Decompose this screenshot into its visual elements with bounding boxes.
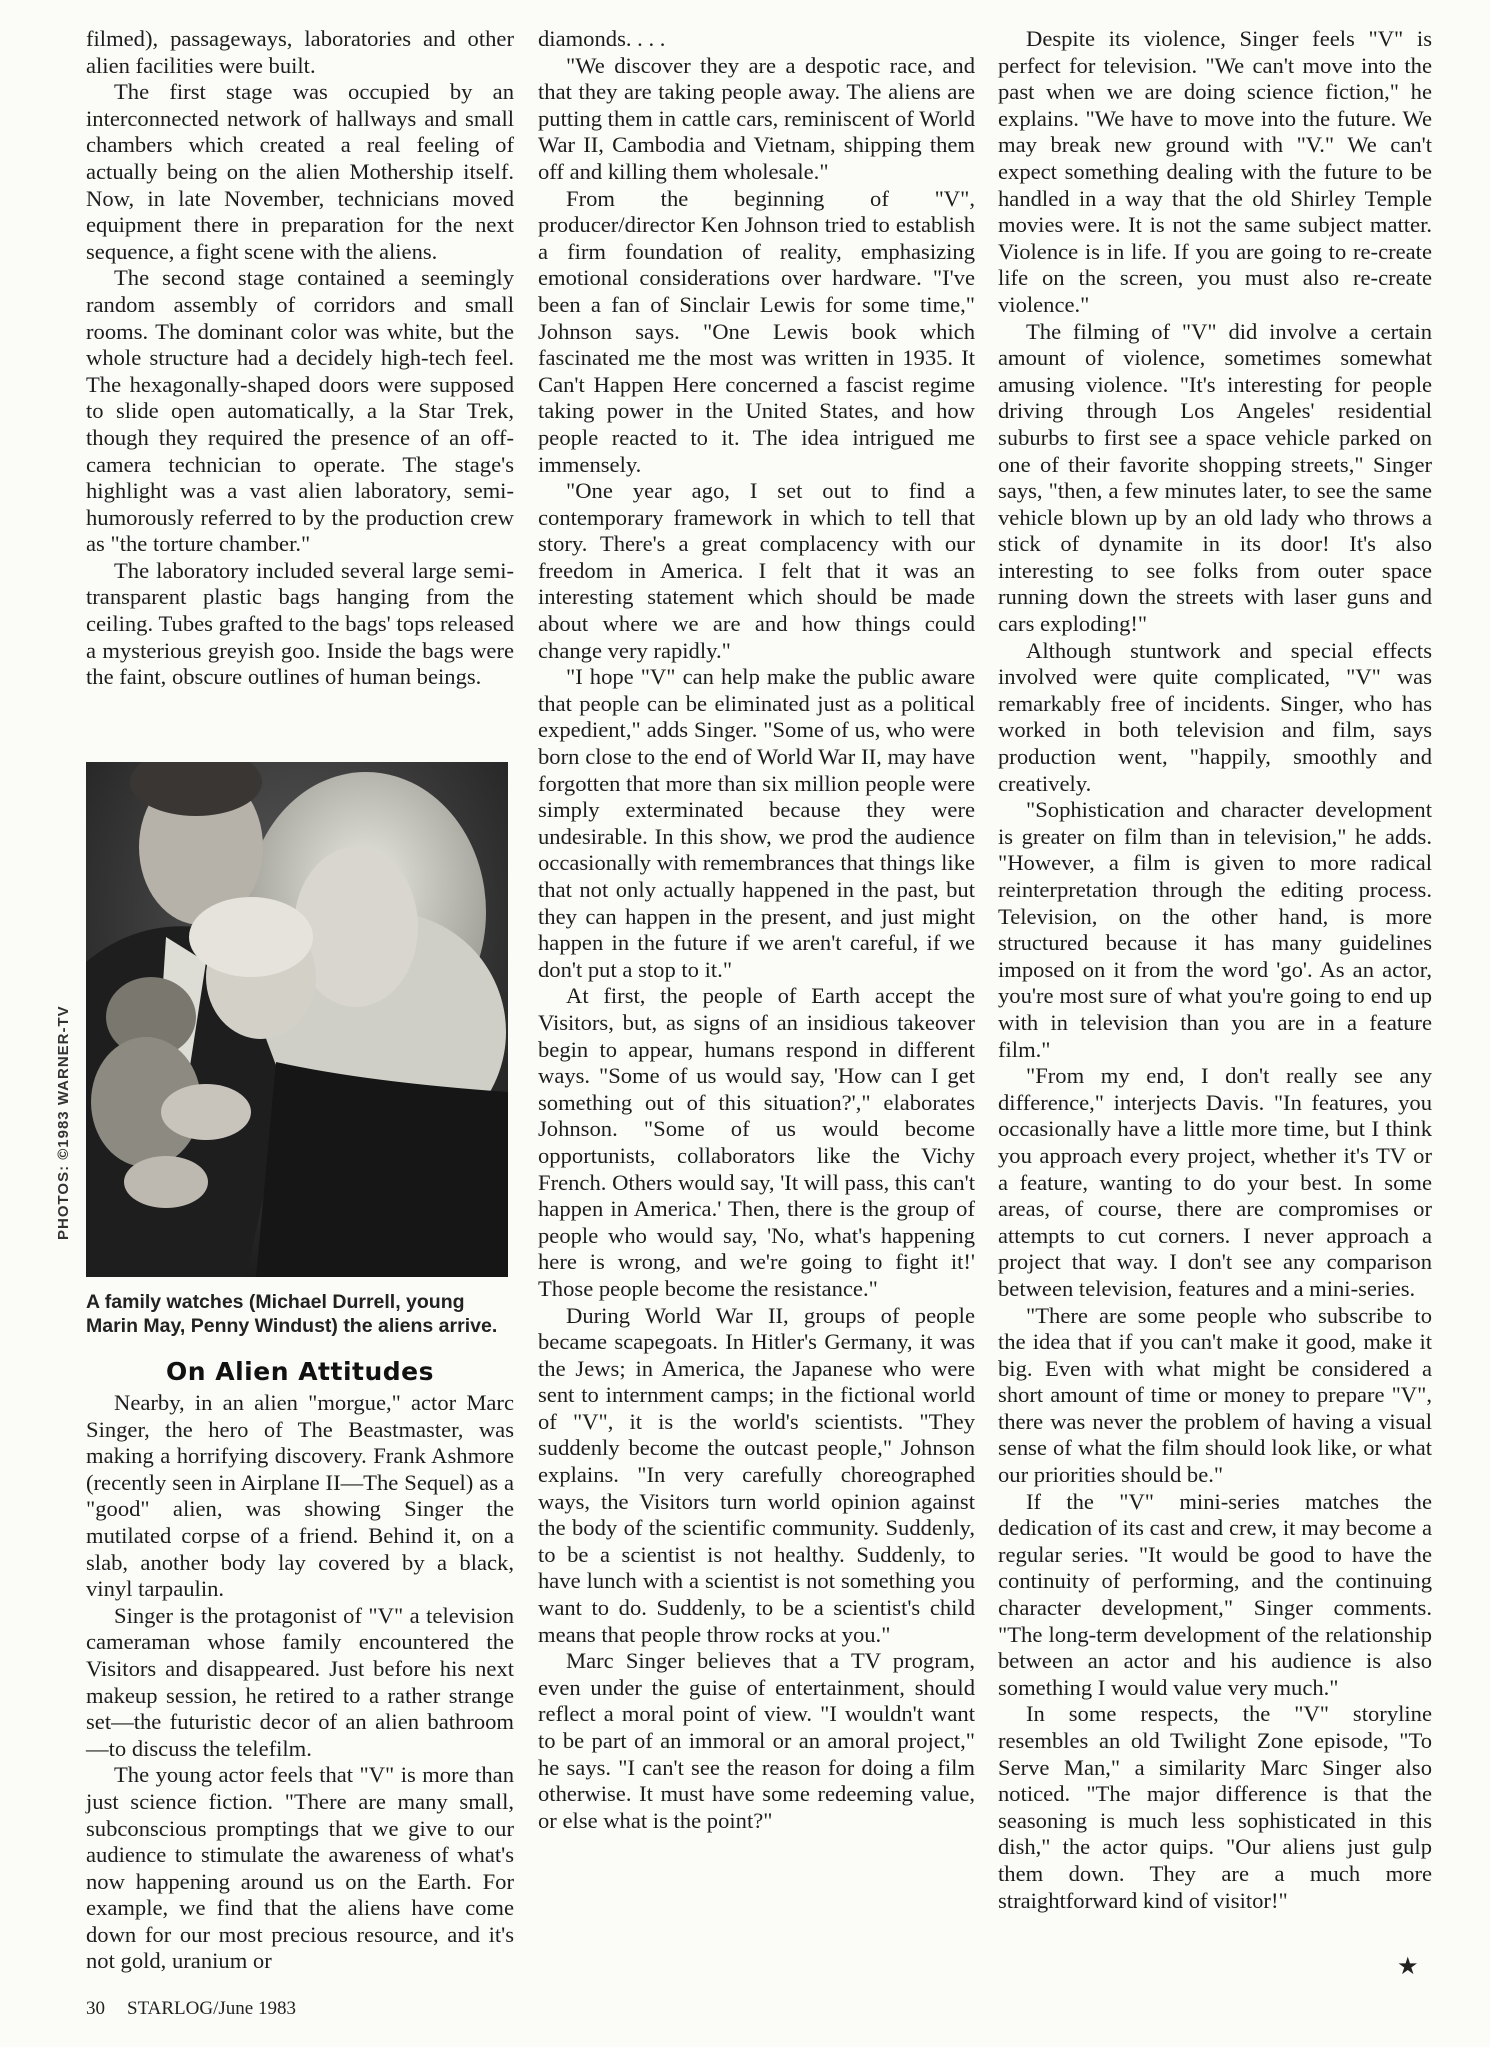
paragraph: The filming of "V" did involve a certain amount of violence, sometimes somewhat amusing violence. "It's interesting for people driving through Los Angeles' residential suburbs to first see a space vehicle parked on one of their favorite shopping streets," Singer says, "then, a few minutes later, to see the same vehicle blown up by an old lady who throws a stick of dynamite in its door! It's also interesting to see folks from outer space running down the streets with laser guns and cars exploding!"	[998, 318, 1432, 637]
paragraph: filmed), passageways, laboratories and other alien facilities were built.	[86, 26, 514, 78]
page-footer	[86, 1998, 296, 2020]
paragraph: The first stage was occupied by an interconnected network of hallways and small chambers which created a real feeling of actually being on the alien Mothership itself. Now, in late November, technicians moved equipment there in preparation for the next sequence, a fight scene with the aliens.	[86, 79, 514, 264]
paragraph: "I hope "V" can help make the public aware that people can be eliminated just as a political expedient," adds Singer. "Some of us, who were born close to the end of World War II, may have forgotten that more than six million people were simply exterminated because they were undesirable. In this show, we prod the audience occasionally with remembrances that things like that not only actually happened in the past, but they can happen in the present, and just might happen in the future if we aren't careful, if we don't put a stop to it."	[538, 664, 975, 982]
family-photo	[86, 762, 508, 1277]
paragraph: Although stuntwork and special effects involved were quite complicated, "V" was remarkably free of incidents. Singer, who has worked in both television and film, says production went, "happily, smoothly and creatively.	[998, 637, 1432, 796]
page-number: 30	[86, 1998, 105, 2019]
section-heading: On Alien Attitudes	[166, 1357, 434, 1386]
paragraph: Singer is the protagonist of "V" a television cameraman whose family encountered the Visitors and disappeared. Just before his next makeup session, he retired to a rather strange set—the futuristic decor of an alien bathroom—to discuss the telefilm.	[86, 1602, 514, 1761]
end-mark-star-icon: ★	[1397, 1954, 1419, 1980]
photo-credit: PHOTOS: ©1983 WARNER-TV	[55, 1005, 72, 1240]
paragraph: "There are some people who subscribe to the idea that if you can't make it good, make it big. Even with what might be considered a short amount of time or money to prepare "V", there was never the problem of having a visual sense of what the film should look like, or what our priorities should be."	[998, 1302, 1432, 1488]
paragraph: "One year ago, I set out to find a contemporary framework in which to tell that story. There's a great complacency with our freedom in America. I felt that it was an interesting statement which should be made about where we are and how things could change very rapidly."	[538, 478, 975, 663]
paragraph: The laboratory included several large semi-transparent plastic bags hanging from the ceiling. Tubes grafted to the bags' tops released a mysterious greyish goo. Inside the bags were the faint, obscure outlines of human beings.	[86, 557, 514, 690]
paragraph: From the beginning of "V", producer/director Ken Johnson tried to establish a firm foundation of reality, emphasizing emotional considerations over hardware. "I've been a fan of Sinclair Lewis for some time," Johnson says. "One Lewis book which fascinated me the most was written in 1935. It Can't Happen Here concerned a fascist regime taking power in the United States, and how people reacted to it. The idea intrigued me immensely.	[538, 185, 975, 477]
article-column-3	[998, 26, 1432, 1914]
family-photo-illustration	[86, 762, 508, 1277]
paragraph: Nearby, in an alien "morgue," actor Marc Singer, the hero of The Beastmaster, was making a horrifying discovery. Frank Ashmore (recently seen in Airplane II—The Sequel) as a "good" alien, was showing Singer the mutilated corpse of a friend. Behind it, on a slab, another body lay covered by a black, vinyl tarpaulin.	[86, 1390, 514, 1602]
paragraph: "We discover they are a despotic race, and that they are taking people away. The aliens are putting them in cattle cars, reminiscent of World War II, Cambodia and Vietnam, shipping them off and killing them wholesale."	[538, 52, 975, 184]
paragraph: The young actor feels that "V" is more than just science fiction. "There are many small, subconscious promptings that we give to our audience to stimulate the awareness of what's now happening around us on the Earth. For example, we find that the aliens have come down for our most precious resource, and it's not gold, uranium or	[86, 1762, 514, 1974]
photo-caption: A family watches (Michael Durrell, young Marin May, Penny Windust) the aliens arrive.	[86, 1291, 498, 1337]
paragraph: "Sophistication and character development is greater on film than in television," he adds. "However, a film is given to more radical reinterpretation through the editing process. Television, on the other hand, is more structured because it has many guidelines imposed on it from the word 'go'. As an actor, you're most sure of what you're going to end up with in television than you are in a feature film."	[998, 797, 1432, 1062]
paragraph: The second stage contained a seemingly random assembly of corridors and small rooms. The dominant color was white, but the whole structure had a decidely high-tech feel. The hexagonally-shaped doors were supposed to slide open automatically, a la Star Trek, though they required the presence of an off-camera technician to operate. The stage's highlight was a vast alien laboratory, semi-humorously referred to by the production crew as "the torture chamber."	[86, 265, 514, 557]
paragraph: In some respects, the "V" storyline resembles an old Twilight Zone episode, "To Serve Man," a similarity Marc Singer also noticed. "The major difference is that the seasoning is much less sophisticated in this dish," the actor quips. "Our aliens just gulp them down. They are a much more straightforward kind of visitor!"	[998, 1701, 1432, 1913]
article-column-2	[538, 26, 975, 1834]
paragraph: "From my end, I don't really see any difference," interjects Davis. "In features, you occasionally have a little more time, but I think you approach every project, whether it's TV or a feature, wanting to do your best. In some areas, of course, there are compromises or attempts to cut corners. I never approach a project that way. I don't see any comparison between television, features and a mini-series.	[998, 1063, 1432, 1301]
paragraph: diamonds. . . .	[538, 26, 666, 51]
paragraph: If the "V" mini-series matches the dedication of its cast and crew, it may become a regular series. "It would be good to have the continuity of performing, and the continuing character development," Singer comments. "The long-term development of the relationship between an actor and his audience is also something I would value very much."	[998, 1488, 1432, 1700]
magazine-issue: STARLOG/June 1983	[127, 1998, 296, 2019]
paragraph: During World War II, groups of people became scapegoats. In Hitler's Germany, it was the Jews; in America, the Japanese who were sent to internment camps; in the fictional world of "V", it is the world's scientists. "They suddenly become the outcast people," Johnson explains. "In very carefully choreographed ways, the Visitors turn world opinion against the body of the scientific community. Suddenly, to be a scientist is not healthy. Suddenly, to have lunch with a scientist is not something you want to do. Suddenly, to be a scientist's child means that people throw rocks at you."	[538, 1302, 975, 1647]
article-column-1-bottom	[86, 1390, 514, 1975]
paragraph: Despite its violence, Singer feels "V" is perfect for television. "We can't move into the past when we are doing science fiction," he explains. "We have to move into the future. We may break new ground with "V." We can't expect something dealing with the future to be handled in a way that the old Shirley Temple movies were. It is not the same subject matter. Violence is in life. If you are going to re-create life on the screen, you must also re-create violence."	[998, 26, 1432, 317]
paragraph: Marc Singer believes that a TV program, even under the guise of entertainment, should reflect a moral point of view. "I wouldn't want to be part of an immoral or an amoral project," he says. "I can't see the reason for doing a film otherwise. It must have some redeeming value, or else what is the point?"	[538, 1648, 975, 1833]
paragraph: At first, the people of Earth accept the Visitors, but, as signs of an insidious takeover begin to appear, humans respond in different ways. "Some of us would say, 'How can I get something out of this situation?'," elaborates Johnson. "Some of us would become opportunists, collaborators like the Vichy French. Others would say, 'It will pass, this can't happen in America.' Then, there is the group of people who would say, 'No, what's happening here is wrong, and we're going to fight it!' Those people become the resistance."	[538, 983, 975, 1301]
article-column-1-top	[86, 26, 514, 691]
